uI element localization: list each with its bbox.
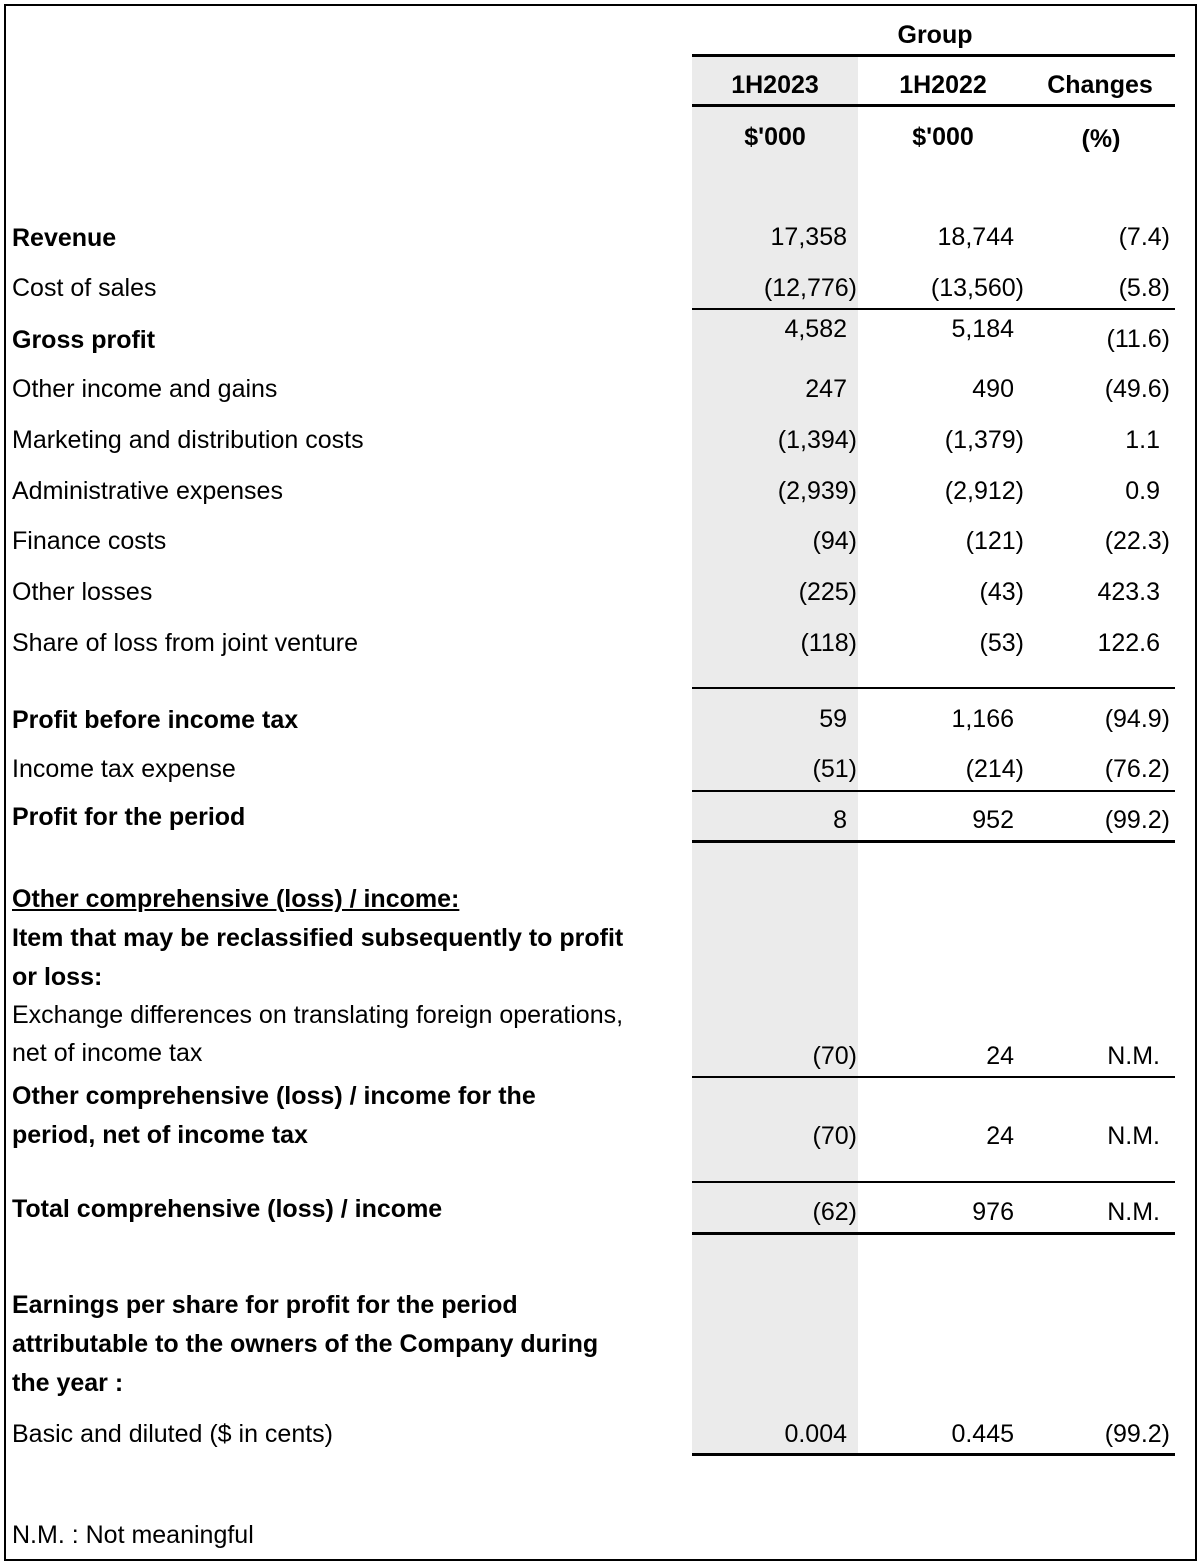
row-label-other-losses: Other losses xyxy=(12,578,153,606)
unit-changes: (%) xyxy=(1081,125,1121,153)
oci-total-change: N.M. xyxy=(1107,1122,1160,1150)
row-label-marketing: Marketing and distribution costs xyxy=(12,426,364,454)
finance-1h2023: (94) xyxy=(812,527,857,555)
exchange-1h2023: (70) xyxy=(812,1042,857,1070)
profit-1h2023: 8 xyxy=(833,806,847,834)
revenue-1h2022: 18,744 xyxy=(937,223,1014,251)
row-label-oci-total-line2: period, net of income tax xyxy=(12,1121,308,1149)
total-rule-tci xyxy=(692,1232,1175,1235)
other-income-1h2022: 490 xyxy=(972,375,1014,403)
row-label-exchange-line1: Exchange differences on translating foreign operations, xyxy=(12,1001,624,1029)
tax-1h2023: (51) xyxy=(812,755,857,783)
row-label-profit: Profit for the period xyxy=(12,803,246,831)
row-label-pbt: Profit before income tax xyxy=(12,706,299,734)
revenue-change: (7.4) xyxy=(1118,223,1170,251)
row-label-finance: Finance costs xyxy=(12,527,167,555)
other-losses-change: 423.3 xyxy=(1097,578,1160,606)
cost-of-sales-1h2023: (12,776) xyxy=(763,274,857,302)
row-label-eps: Basic and diluted ($ in cents) xyxy=(12,1420,334,1448)
total-rule-eps xyxy=(692,1453,1175,1456)
gross-profit-1h2022: 5,184 xyxy=(951,315,1014,343)
row-label-tci: Total comprehensive (loss) / income xyxy=(12,1195,443,1223)
subtotal-rule-oci xyxy=(692,1076,1175,1078)
exchange-1h2022: 24 xyxy=(986,1042,1014,1070)
cost-of-sales-change: (5.8) xyxy=(1118,274,1170,302)
tci-1h2023: (62) xyxy=(812,1198,857,1226)
total-rule-profit xyxy=(692,840,1175,843)
row-label-jv-loss: Share of loss from joint venture xyxy=(12,629,358,657)
row-label-other-income: Other income and gains xyxy=(12,375,278,403)
oci-total-1h2022: 24 xyxy=(986,1122,1014,1150)
unit-1h2023: $'000 xyxy=(744,123,806,151)
subtotal-rule-gross xyxy=(692,308,1175,310)
row-label-revenue: Revenue xyxy=(12,224,117,252)
jv-loss-1h2022: (53) xyxy=(979,629,1024,657)
tci-change: N.M. xyxy=(1107,1198,1160,1226)
exchange-change: N.M. xyxy=(1107,1042,1160,1070)
marketing-change: 1.1 xyxy=(1125,426,1160,454)
subtotal-rule-profit xyxy=(692,790,1175,792)
row-label-gross-profit: Gross profit xyxy=(12,326,156,354)
finance-change: (22.3) xyxy=(1104,527,1170,555)
eps-1h2023: 0.004 xyxy=(784,1420,847,1448)
row-label-exchange-line2: net of income tax xyxy=(12,1039,203,1067)
pbt-change: (94.9) xyxy=(1104,705,1170,733)
eps-change: (99.2) xyxy=(1104,1420,1170,1448)
col-header-changes: Changes xyxy=(1047,71,1153,99)
row-label-oci-total-line1: Other comprehensive (loss) / income for the xyxy=(12,1082,536,1110)
group-heading: Group xyxy=(897,21,973,49)
subtotal-rule-pbt xyxy=(692,687,1175,689)
jv-loss-1h2023: (118) xyxy=(800,629,857,657)
tci-1h2022: 976 xyxy=(972,1198,1014,1226)
other-losses-1h2023: (225) xyxy=(798,578,857,606)
pbt-1h2022: 1,166 xyxy=(951,705,1014,733)
pbt-1h2023: 59 xyxy=(819,705,847,733)
tax-change: (76.2) xyxy=(1104,755,1170,783)
cost-of-sales-1h2022: (13,560) xyxy=(930,274,1024,302)
profit-1h2022: 952 xyxy=(972,806,1014,834)
marketing-1h2023: (1,394) xyxy=(777,426,857,454)
row-label-tax: Income tax expense xyxy=(12,755,236,783)
other-losses-1h2022: (43) xyxy=(979,578,1024,606)
jv-loss-change: 122.6 xyxy=(1097,629,1160,657)
unit-1h2022: $'000 xyxy=(912,123,974,151)
gross-profit-change: (11.6) xyxy=(1106,325,1170,353)
row-label-admin: Administrative expenses xyxy=(12,477,283,505)
col-header-1h2023: 1H2023 xyxy=(731,71,819,99)
eps-heading-line1: Earnings per share for profit for the period xyxy=(12,1291,518,1319)
other-income-change: (49.6) xyxy=(1104,375,1170,403)
admin-1h2023: (2,939) xyxy=(777,477,857,505)
admin-1h2022: (2,912) xyxy=(944,477,1024,505)
eps-heading-line3: the year : xyxy=(12,1369,124,1397)
col-header-1h2022: 1H2022 xyxy=(899,71,987,99)
tax-1h2022: (214) xyxy=(965,755,1024,783)
admin-change: 0.9 xyxy=(1125,477,1160,505)
subtotal-rule-tci xyxy=(692,1181,1175,1183)
marketing-1h2022: (1,379) xyxy=(944,426,1024,454)
oci-total-1h2023: (70) xyxy=(812,1122,857,1150)
reclass-heading-line1: Item that may be reclassified subsequently to profit xyxy=(12,924,624,952)
header-rule-2 xyxy=(692,104,1175,107)
profit-change: (99.2) xyxy=(1104,806,1170,834)
eps-heading-line2: attributable to the owners of the Company during xyxy=(12,1330,599,1358)
finance-1h2022: (121) xyxy=(965,527,1024,555)
footnote: N.M. : Not meaningful xyxy=(12,1521,254,1549)
oci-heading: Other comprehensive (loss) / income: xyxy=(12,885,460,913)
header-rule xyxy=(692,54,1175,57)
eps-1h2022: 0.445 xyxy=(951,1420,1014,1448)
row-label-cost-of-sales: Cost of sales xyxy=(12,274,157,302)
reclass-heading-line2: or loss: xyxy=(12,963,103,991)
gross-profit-1h2023: 4,582 xyxy=(784,315,847,343)
other-income-1h2023: 247 xyxy=(805,375,847,403)
revenue-1h2023: 17,358 xyxy=(770,223,847,251)
